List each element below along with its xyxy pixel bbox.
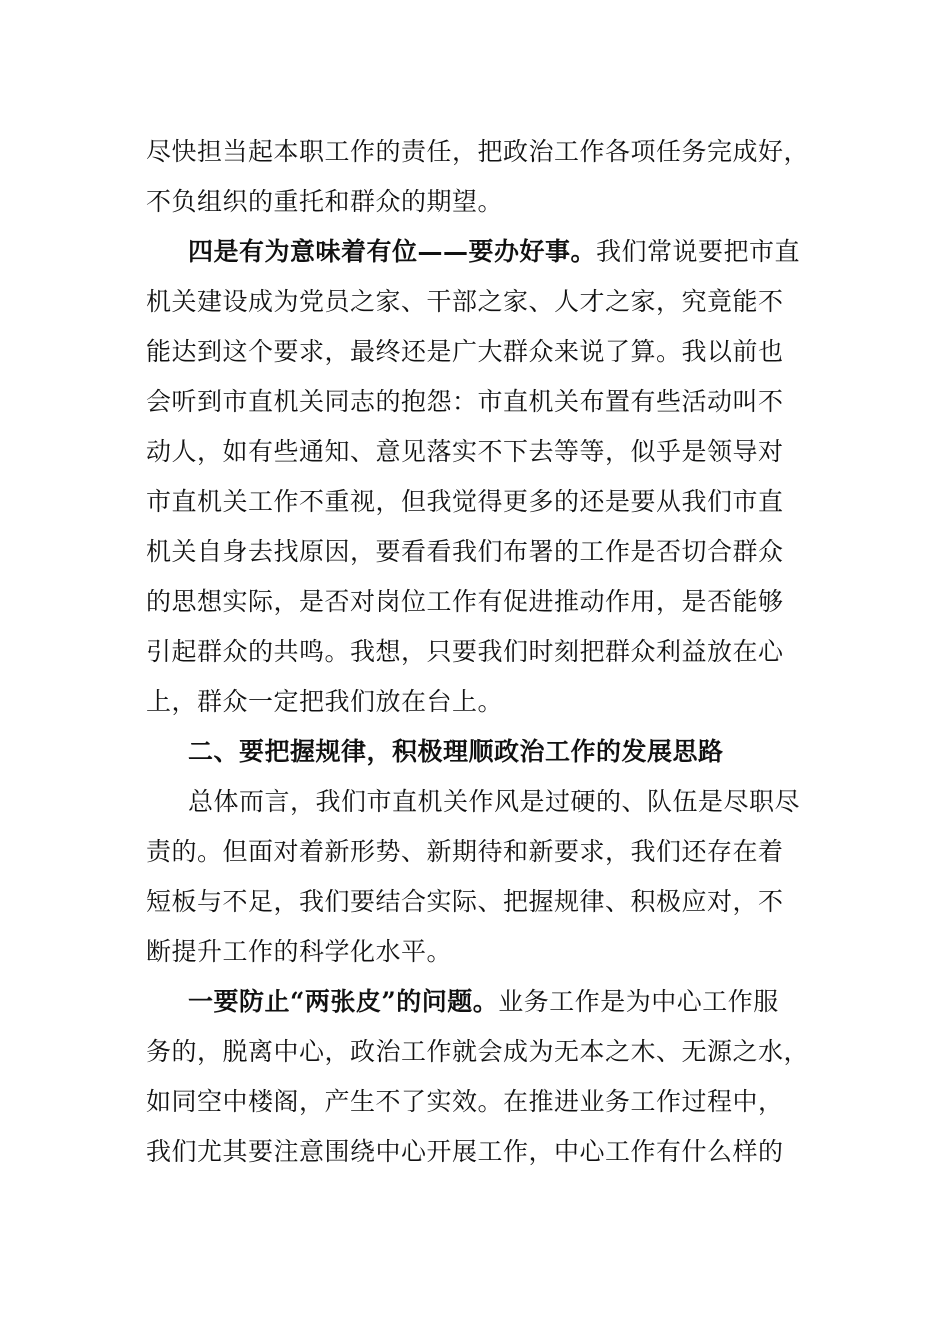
paragraph-line: 我们尤其要注意围绕中心开展工作，中心工作有什么样的: [146, 1137, 784, 1166]
paragraph-line: 的思想实际，是否对岗位工作有促进推动作用，是否能够: [146, 587, 784, 616]
paragraph-line: 断提升工作的科学化水平。: [146, 937, 453, 966]
paragraph-line: 上，群众一定把我们放在台上。: [146, 687, 504, 716]
paragraph-text: 我们常说要把市直: [596, 237, 801, 266]
section-heading: 二、要把握规律，积极理顺政治工作的发展思路: [188, 737, 724, 766]
paragraph-line: 动人，如有些通知、意见落实不下去等等，似乎是领导对: [146, 437, 784, 466]
paragraph-text: 业务工作是为中心工作服: [498, 987, 779, 1016]
paragraph-line: 不负组织的重托和群众的期望。: [146, 187, 504, 216]
paragraph-line: 市直机关工作不重视，但我觉得更多的还是要从我们市直: [146, 487, 784, 516]
paragraph-first-line: [188, 237, 800, 267]
paragraph-line: 短板与不足，我们要结合实际、把握规律、积极应对，不: [146, 887, 784, 916]
paragraph-line: 机关自身去找原因，要看看我们布署的工作是否切合群众: [146, 537, 784, 566]
paragraph-line: 机关建设成为党员之家、干部之家、人才之家，究竟能不: [146, 287, 784, 316]
paragraph-lead-bold: 一要防止“两张皮”的问题。: [188, 987, 499, 1016]
paragraph-line: 会听到市直机关同志的抱怨：市直机关布置有些活动叫不: [146, 387, 784, 416]
paragraph-first-line: [188, 987, 779, 1017]
paragraph-line: 引起群众的共鸣。我想，只要我们时刻把群众利益放在心: [146, 637, 784, 666]
paragraph-line: 能达到这个要求，最终还是广大群众来说了算。我以前也: [146, 337, 784, 366]
paragraph-first-line: 总体而言，我们市直机关作风是过硬的、队伍是尽职尽: [188, 787, 801, 816]
paragraph-line: 如同空中楼阁，产生不了实效。在推进业务工作过程中，: [146, 1087, 784, 1116]
paragraph-lead-bold: 四是有为意味着有位——要办好事。: [188, 237, 597, 266]
paragraph-line: 责的。但面对着新形势、新期待和新要求，我们还存在着: [146, 837, 784, 866]
paragraph-line: 务的，脱离中心，政治工作就会成为无本之木、无源之水，: [146, 1037, 810, 1066]
paragraph-line: 尽快担当起本职工作的责任，把政治工作各项任务完成好，: [146, 137, 810, 166]
